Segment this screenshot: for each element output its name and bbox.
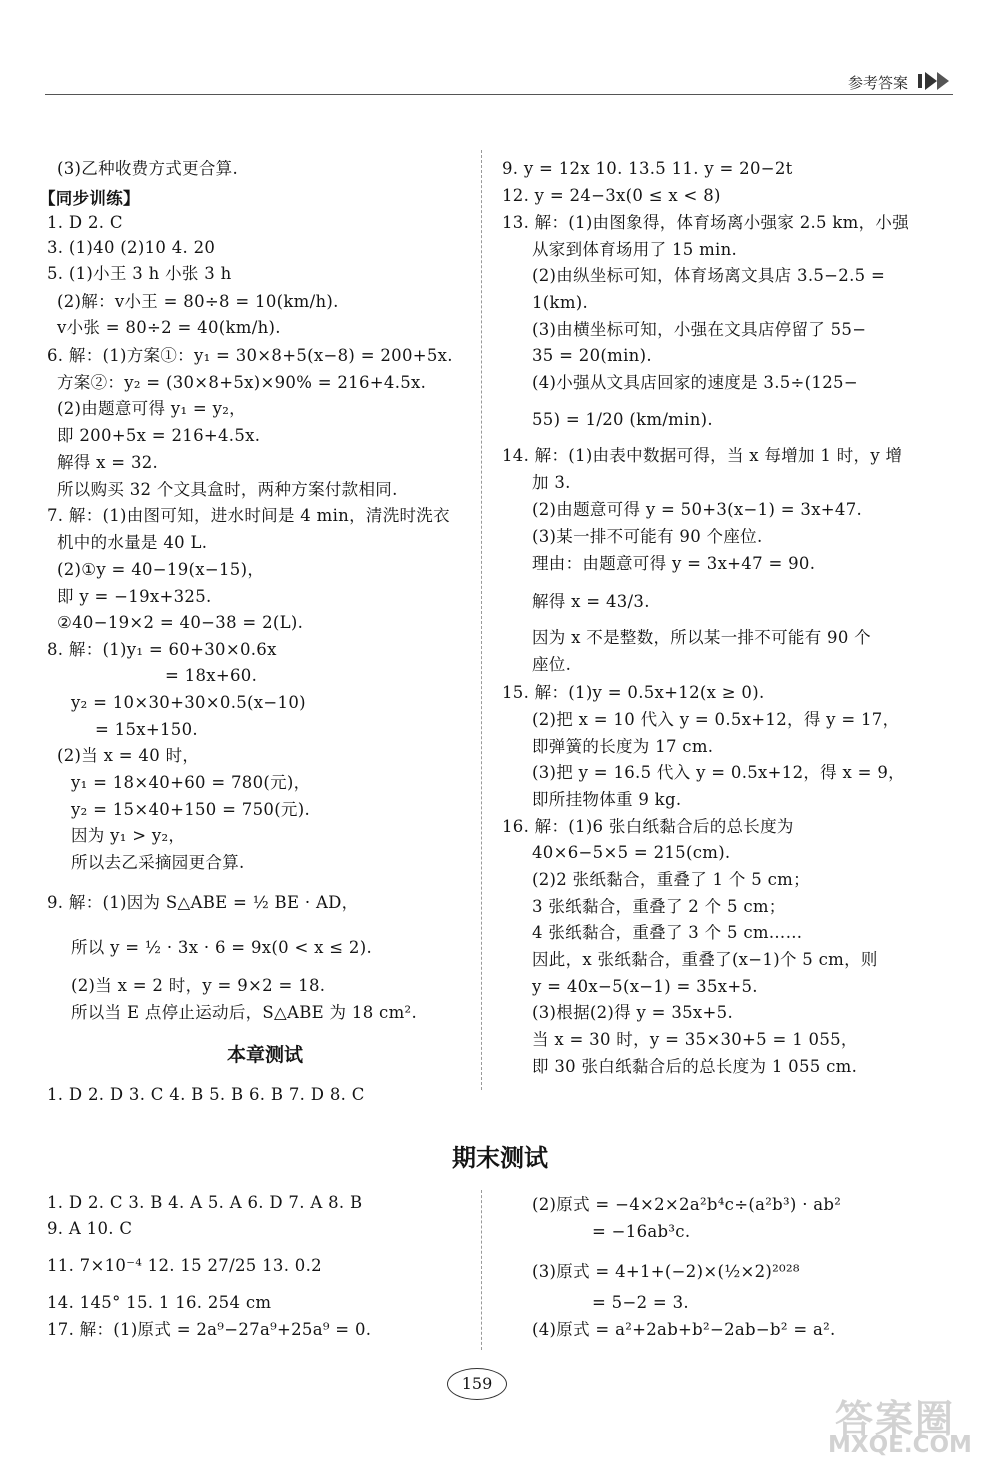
answer-line: 9. 解：(1)因为 S△ABE = ½ BE · AD， (47, 893, 359, 912)
answer-line: y = 40x−5(x−1) = 35x+5. (532, 977, 758, 996)
answer-line: 9. y = 12x 10. 13.5 11. y = 20−2t (502, 159, 793, 178)
answer-line: 4 张纸黏合，重叠了 3 个 5 cm…… (532, 923, 803, 942)
answer-line: (4)原式 = a²+2ab+b²−2ab−b² = a². (532, 1320, 836, 1339)
answer-line: 9. A 10. C (47, 1219, 133, 1238)
answer-line: (2)由纵坐标可知，体育场离文具店 3.5−2.5 = (532, 266, 886, 285)
answer-line: (3)把 y = 16.5 代入 y = 0.5x+12，得 x = 9， (532, 763, 905, 782)
answer-line: 40×6−5×5 = 215(cm). (532, 843, 731, 862)
answer-line: 12. y = 24−3x(0 ≤ x < 8) (502, 186, 721, 205)
answer-line: (2)把 x = 10 代入 y = 0.5x+12，得 y = 17， (532, 710, 900, 729)
answer-line: = 5−2 = 3. (592, 1293, 689, 1312)
section-heading: 【同步训练】 (39, 189, 140, 208)
answer-line: y₂ = 15×40+150 = 750(元). (71, 800, 311, 819)
answer-line: (2)①y = 40−19(x−15)， (57, 560, 265, 579)
answer-line: (3)由横坐标可知，小强在文具店停留了 55− (532, 320, 867, 339)
answer-line: 从家到体育场用了 15 min. (532, 240, 738, 259)
answer-line: 因为 x 不是整数，所以某一排不可能有 90 个 (532, 628, 871, 647)
answer-line: 解得 x = 32. (57, 453, 159, 472)
answer-line: 所以购买 32 个文具盒时，两种方案付款相同. (57, 480, 398, 499)
answer-line: 8. 解：(1)y₁ = 60+30×0.6x (47, 640, 277, 659)
answer-line: 机中的水量是 40 L. (57, 533, 208, 552)
answer-line: 3 张纸黏合，重叠了 2 个 5 cm； (532, 897, 786, 916)
answer-line: (3)根据(2)得 y = 35x+5. (532, 1003, 733, 1022)
answer-line: 15. 解：(1)y = 0.5x+12(x ≥ 0). (502, 683, 765, 702)
answer-line: 即所挂物体重 9 kg. (532, 790, 682, 809)
answer-line: 14. 145° 15. 1 16. 254 cm (47, 1293, 272, 1312)
answer-line: (2)当 x = 2 时，y = 9×2 = 18. (71, 976, 326, 995)
answer-line: (3)某一排不可能有 90 个座位. (532, 527, 763, 546)
answer-line: (2)由题意可得 y₁ = y₂， (57, 399, 246, 418)
answer-line: 14. 解：(1)由表中数据可得，当 x 每增加 1 时，y 增 (502, 446, 903, 465)
answer-line: 加 3. (532, 473, 571, 492)
answer-line: = −16ab³c. (592, 1222, 691, 1241)
answer-line: = 18x+60. (165, 666, 258, 685)
column-divider (481, 150, 482, 1090)
answer-line: 1. D 2. D 3. C 4. B 5. B 6. B 7. D 8. C (47, 1085, 365, 1104)
answer-line: 13. 解：(1)由图象得，体育场离小强家 2.5 km，小强 (502, 213, 910, 232)
answer-line: 1(km). (532, 293, 589, 312)
watermark-site: MXQE.COM (828, 1432, 972, 1458)
watermark-logo: 答案圈 (835, 1397, 956, 1441)
answer-line: 因此，x 张纸黏合，重叠了(x−1)个 5 cm，则 (532, 950, 878, 969)
answer-line: 因为 y₁ > y₂， (71, 826, 186, 845)
answer-line: 方案②：y₂ = (30×8+5x)×90% = 216+4.5x. (57, 373, 427, 392)
answer-line: (2)原式 = −4×2×2a²b⁴c÷(a²b³) · ab² (532, 1195, 842, 1214)
answer-line: 解得 x = 43/3. (532, 592, 650, 611)
answer-line: y₁ = 18×40+60 = 780(元)， (71, 773, 311, 792)
answer-line: 3. (1)40 (2)10 4. 20 (47, 238, 216, 257)
answer-line: (4)小强从文具店回家的速度是 3.5÷(125− (532, 373, 858, 392)
answer-line: y₂ = 10×30+30×0.5(x−10) (71, 693, 306, 712)
answer-line: 所以去乙采摘园更合算. (71, 853, 245, 872)
answer-line: 即 200+5x = 216+4.5x. (57, 426, 261, 445)
answer-line: (3)乙种收费方式更合算. (57, 159, 239, 178)
answer-line: (2)当 x = 40 时， (57, 746, 200, 765)
answer-line: (3)原式 = 4+1+(−2)×(½×2)²⁰²⁸ (532, 1262, 800, 1281)
answer-line: 16. 解：(1)6 张白纸黏合后的总长度为 (502, 817, 794, 836)
answer-line: 5. (1)小王 3 h 小张 3 h (47, 264, 232, 283)
answer-line: 所以当 E 点停止运动后，S△ABE 为 18 cm². (71, 1003, 417, 1022)
answer-line: 即 y = −19x+325. (57, 587, 212, 606)
answer-line: 35 = 20(min). (532, 346, 652, 365)
page-number: 159 (447, 1368, 507, 1400)
answer-line: ②40−19×2 = 40−38 = 2(L). (57, 613, 304, 632)
answer-line: 即 30 张白纸黏合后的总长度为 1 055 cm. (532, 1057, 858, 1076)
answer-line: 6. 解：(1)方案①：y₁ = 30×8+5(x−8) = 200+5x. (47, 346, 453, 365)
answer-line: 1. D 2. C 3. B 4. A 5. A 6. D 7. A 8. B (47, 1193, 363, 1212)
answer-line: 座位. (532, 655, 572, 674)
answer-line: (2)由题意可得 y = 50+3(x−1) = 3x+47. (532, 500, 863, 519)
answer-line: 17. 解：(1)原式 = 2a⁹−27a⁹+25a⁹ = 0. (47, 1320, 372, 1339)
answer-line: 所以 y = ½ · 3x · 6 = 9x(0 < x ≤ 2). (71, 938, 373, 957)
answer-line: 即弹簧的长度为 17 cm. (532, 737, 714, 756)
final-exam-title: 期末测试 (452, 1144, 548, 1172)
answer-line: 55) = 1/20 (km/min). (532, 410, 713, 429)
answer-line: (2)2 张纸黏合，重叠了 1 个 5 cm； (532, 870, 810, 889)
header-label: 参考答案 (848, 74, 909, 92)
answer-line: v小张 = 80÷2 = 40(km/h). (57, 318, 281, 337)
answer-line: = 15x+150. (95, 720, 198, 739)
answer-line: 理由：由题意可得 y = 3x+47 = 90. (532, 554, 816, 573)
answer-line: (2)解：v小王 = 80÷8 = 10(km/h). (57, 292, 339, 311)
chapter-test-title: 本章测试 (226, 1044, 303, 1066)
double-arrow-icon (918, 70, 952, 92)
column-divider (481, 1190, 482, 1350)
answer-line: 当 x = 30 时，y = 35×30+5 = 1 055， (532, 1030, 858, 1049)
answer-line: 1. D 2. C (47, 213, 123, 232)
answer-line: 11. 7×10⁻⁴ 12. 15 27/25 13. 0.2 (47, 1256, 322, 1275)
answer-line: 7. 解：(1)由图可知，进水时间是 4 min，清洗时洗衣 (47, 506, 450, 525)
header-rule (45, 94, 953, 95)
